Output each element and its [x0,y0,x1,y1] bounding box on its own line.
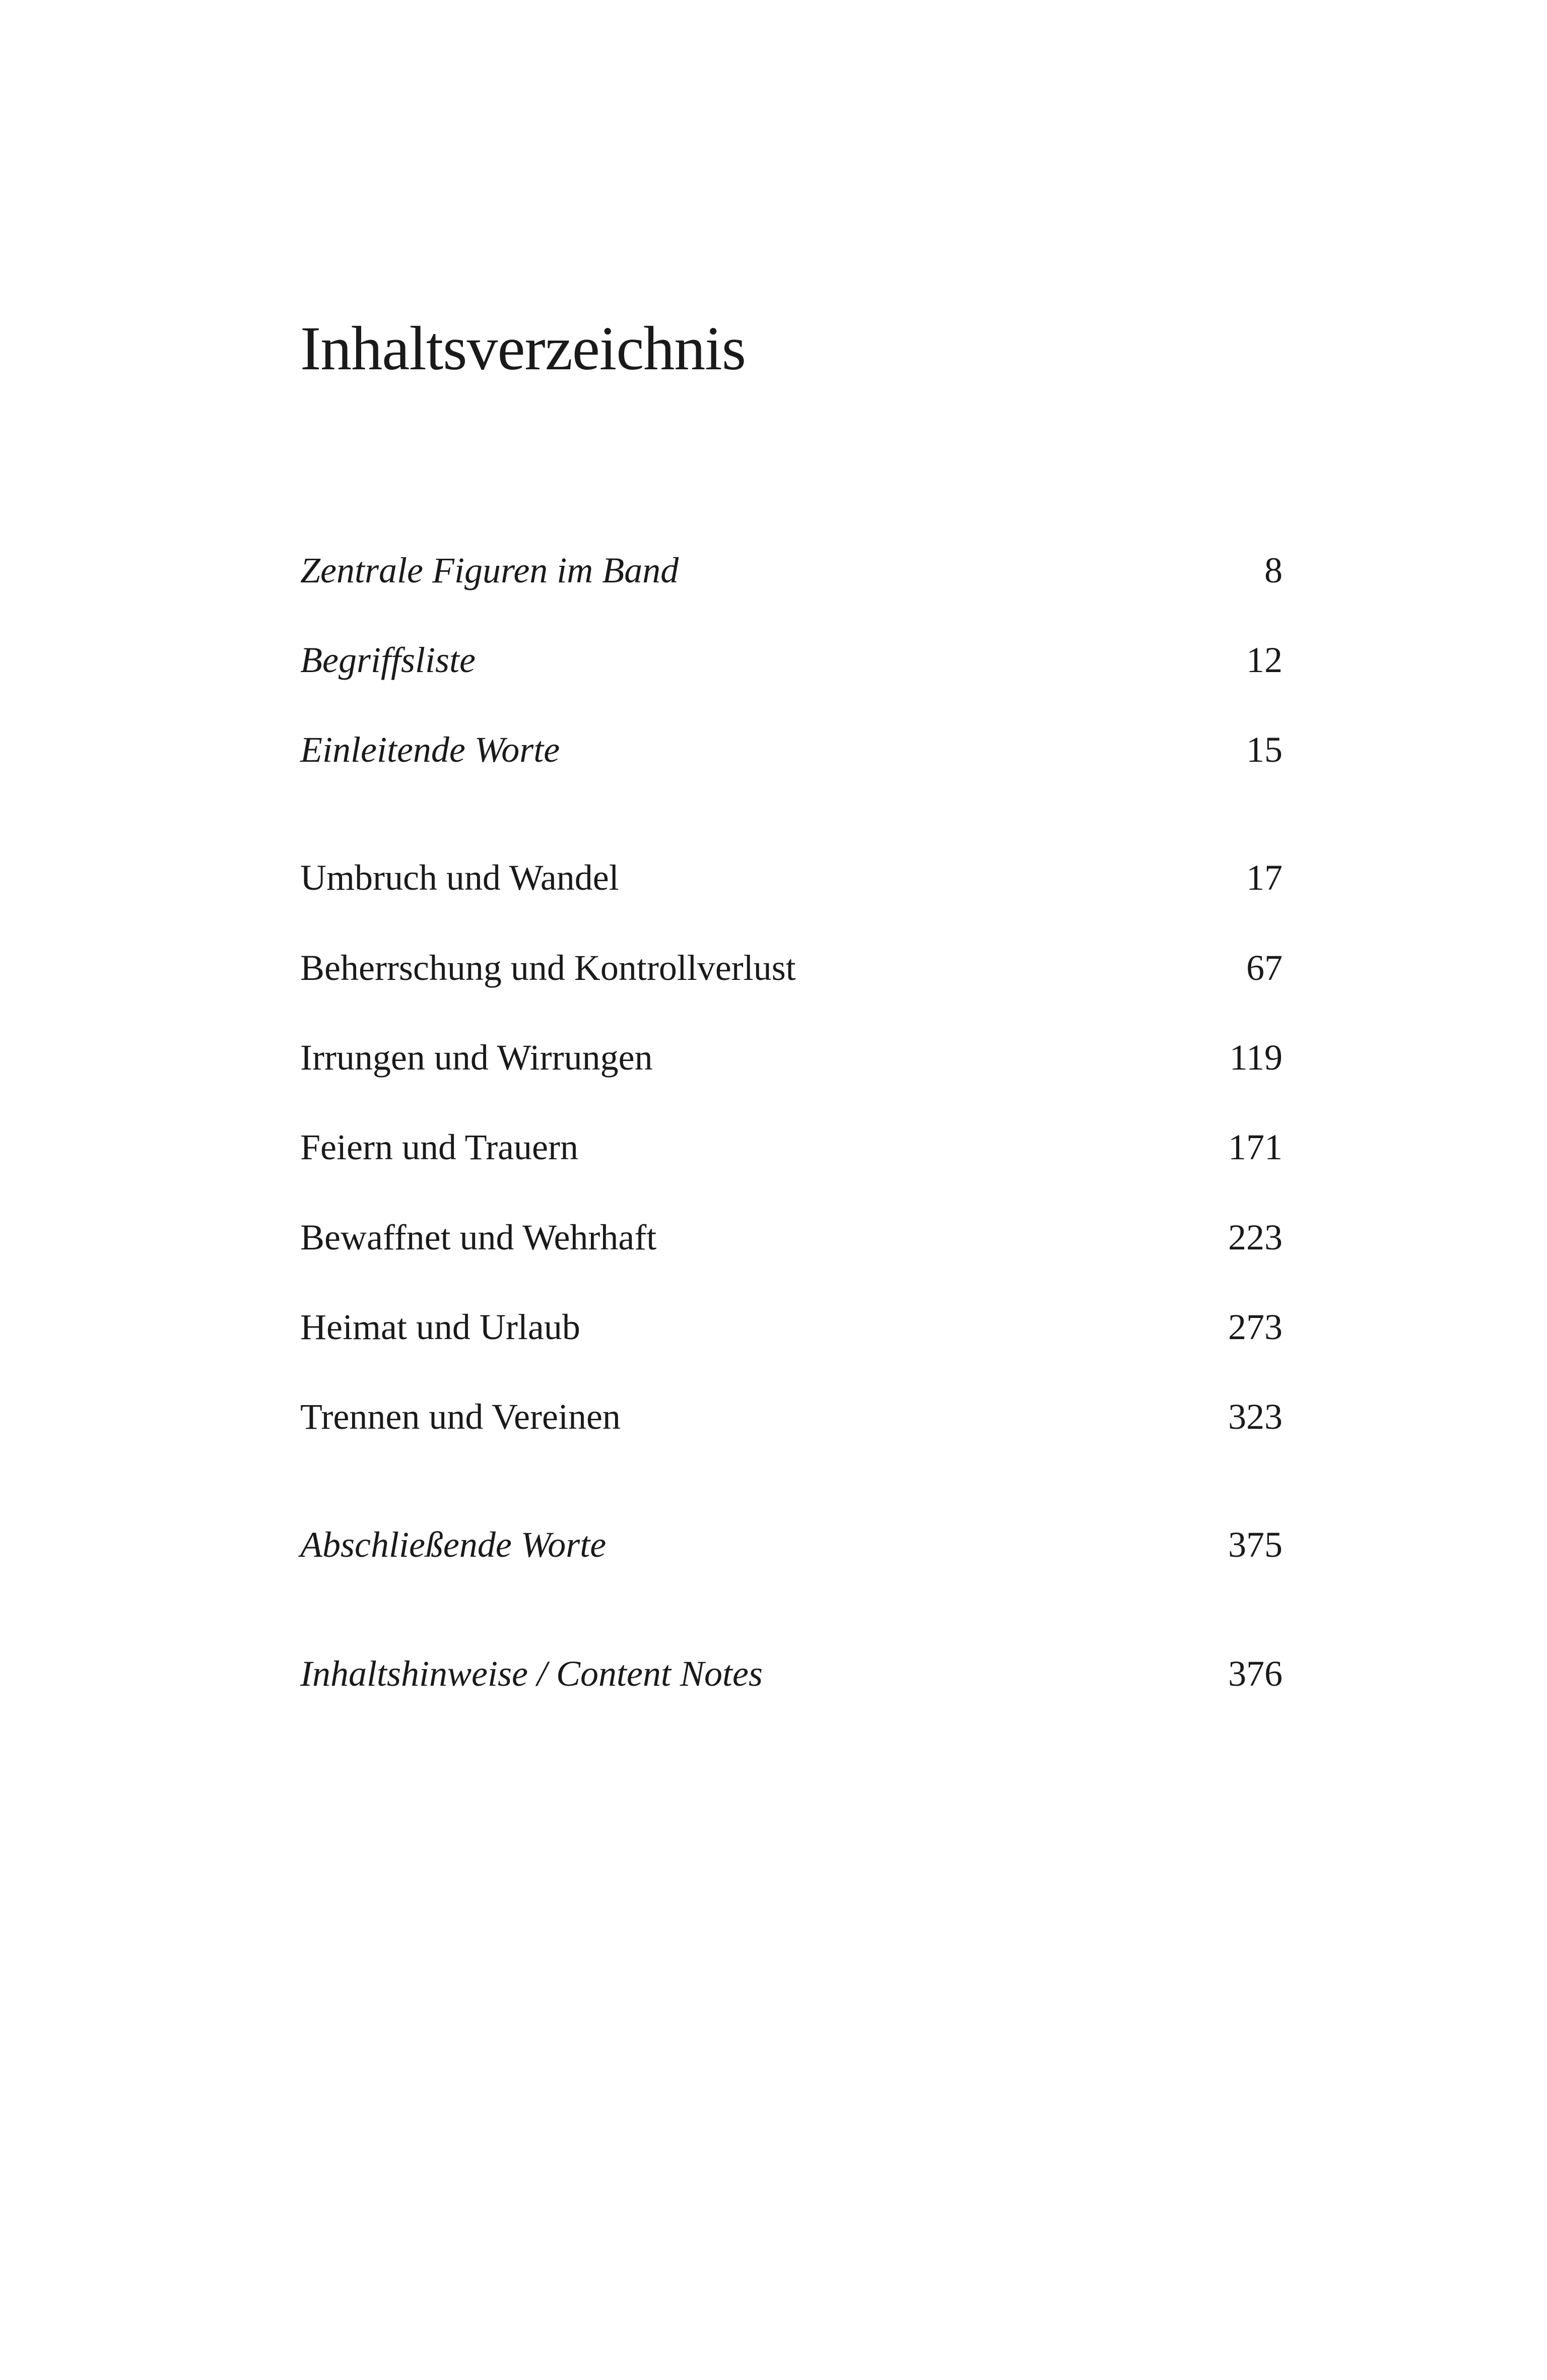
toc-entry-page-number: 119 [1229,1037,1283,1078]
toc-entry-page-number: 12 [1246,640,1283,680]
toc-entry-page-number: 375 [1228,1525,1283,1565]
toc-entry-label: Umbruch und Wandel [300,857,619,898]
toc-entry-begriffsliste[interactable] [300,642,1283,678]
toc-entry-page-number: 376 [1228,1654,1283,1694]
table-of-contents [300,0,1283,2380]
toc-entry-abschliessende-worte[interactable] [300,1527,1283,1563]
toc-entry-label: Bewaffnet und Wehrhaft [300,1217,657,1258]
toc-entry-label: Inhaltshinweise / Content Notes [300,1654,763,1694]
toc-entry-bewaffnet-und-wehrhaft[interactable] [300,1217,1283,1258]
toc-entry-label: Einleitende Worte [300,730,560,770]
toc-entry-inhaltshinweise[interactable] [300,1656,1283,1692]
toc-entry-page-number: 171 [1228,1127,1283,1167]
toc-entry-einleitende-worte[interactable] [300,732,1283,768]
toc-entry-feiern-und-trauern[interactable] [300,1129,1283,1165]
toc-entry-label: Irrungen und Wirrungen [300,1037,653,1078]
toc-entry-umbruch-und-wandel[interactable] [300,857,1283,898]
toc-entry-heimat-und-urlaub[interactable] [300,1309,1283,1345]
toc-entry-page-number: 67 [1246,948,1283,988]
toc-entry-beherrschung-und-kontrollverlust[interactable] [300,950,1283,986]
toc-entry-label: Abschließende Worte [300,1525,607,1565]
toc-entry-label: Beherrschung und Kontrollverlust [300,948,796,988]
toc-entry-label: Feiern und Trauern [300,1127,578,1167]
toc-entry-page-number: 8 [1264,550,1283,590]
toc-entry-irrungen-und-wirrungen[interactable] [300,1039,1283,1076]
toc-entry-page-number: 223 [1228,1217,1283,1258]
toc-entry-page-number: 15 [1246,730,1283,770]
toc-entry-zentrale-figuren[interactable] [300,552,1283,588]
toc-entry-label: Zentrale Figuren im Band [300,550,679,590]
toc-entry-label: Heimat und Urlaub [300,1307,580,1347]
toc-entry-page-number: 323 [1228,1397,1283,1437]
toc-entry-page-number: 17 [1246,857,1283,898]
toc-entry-trennen-und-vereinen[interactable] [300,1399,1283,1435]
toc-entry-label: Trennen und Vereinen [300,1397,621,1437]
page-title: Inhaltsverzeichnis [300,314,746,383]
toc-entry-label: Begriffsliste [300,640,476,680]
toc-entry-page-number: 273 [1228,1307,1283,1347]
